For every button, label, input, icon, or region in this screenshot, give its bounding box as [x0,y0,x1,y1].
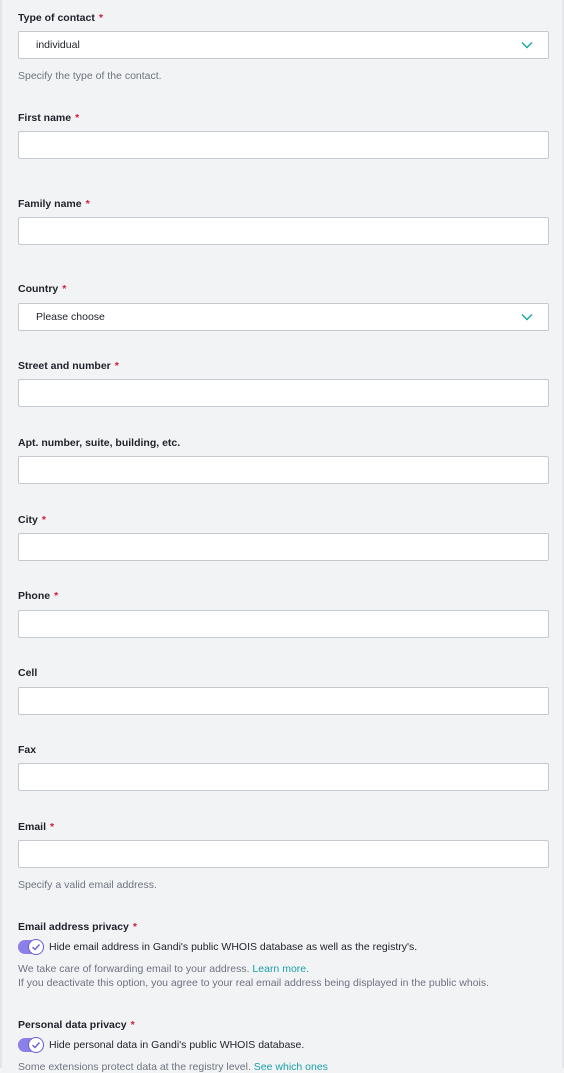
country-select[interactable] [18,303,549,331]
check-icon [31,942,41,952]
see-which-ones-link[interactable]: See which ones [253,1061,328,1073]
email-label: Email * [18,821,55,833]
family-name-input[interactable] [18,217,549,245]
phone-input[interactable] [18,610,549,638]
phone-label: Phone * [18,590,59,602]
country-value: Please choose [36,311,105,323]
learn-more-link[interactable]: Learn more. [252,963,310,975]
type-of-contact-label: Type of contact * [18,12,103,24]
fax-input[interactable] [18,763,549,791]
city-input[interactable] [18,533,549,561]
city-label: City * [18,514,46,526]
chevron-down-icon [521,311,533,323]
toggle-knob [28,1037,44,1053]
toggle-knob [28,939,44,955]
email-privacy-help-2: If you deactivate this option, you agree to your real email address being displayed in the public whois. [18,977,490,989]
chevron-down-icon [521,39,533,51]
email-privacy-toggle[interactable] [18,940,44,954]
personal-privacy-label: Personal data privacy * [18,1019,135,1031]
first-name-label: First name * [18,112,80,124]
required-marker: * [54,590,59,602]
required-marker: * [41,514,46,526]
required-marker: * [62,283,67,295]
required-marker: * [85,198,90,210]
type-of-contact-select[interactable] [18,31,549,59]
email-input[interactable] [18,840,549,868]
personal-privacy-help: Some extensions protect data at the registry level. See which ones [18,1061,328,1073]
personal-privacy-toggle-text: Hide personal data in Gandi's public WHOIS database. [49,1039,305,1051]
email-help: Specify a valid email address. [18,879,157,891]
required-marker: * [114,360,119,372]
country-label: Country * [18,283,67,295]
check-icon [31,1040,41,1050]
cell-label: Cell [18,667,38,679]
street-label: Street and number * [18,360,119,372]
email-privacy-help: We take care of forwarding email to your address. Learn more. [18,963,310,975]
required-marker: * [130,1019,135,1031]
email-privacy-label: Email address privacy * [18,921,137,933]
apt-input[interactable] [18,456,549,484]
type-of-contact-help: Specify the type of the contact. [18,70,162,82]
required-marker: * [75,112,80,124]
required-marker: * [50,821,55,833]
family-name-label: Family name * [18,198,90,210]
required-marker: * [132,921,137,933]
street-input[interactable] [18,379,549,407]
email-privacy-toggle-text: Hide email address in Gandi's public WHOIS database as well as the registry's. [49,941,418,953]
first-name-input[interactable] [18,131,549,159]
cell-input[interactable] [18,687,549,715]
required-marker: * [98,12,103,24]
left-edge [0,0,2,1068]
apt-label: Apt. number, suite, building, etc. [18,437,181,449]
fax-label: Fax [18,744,37,756]
personal-privacy-toggle[interactable] [18,1038,44,1052]
type-of-contact-value: individual [36,39,80,51]
